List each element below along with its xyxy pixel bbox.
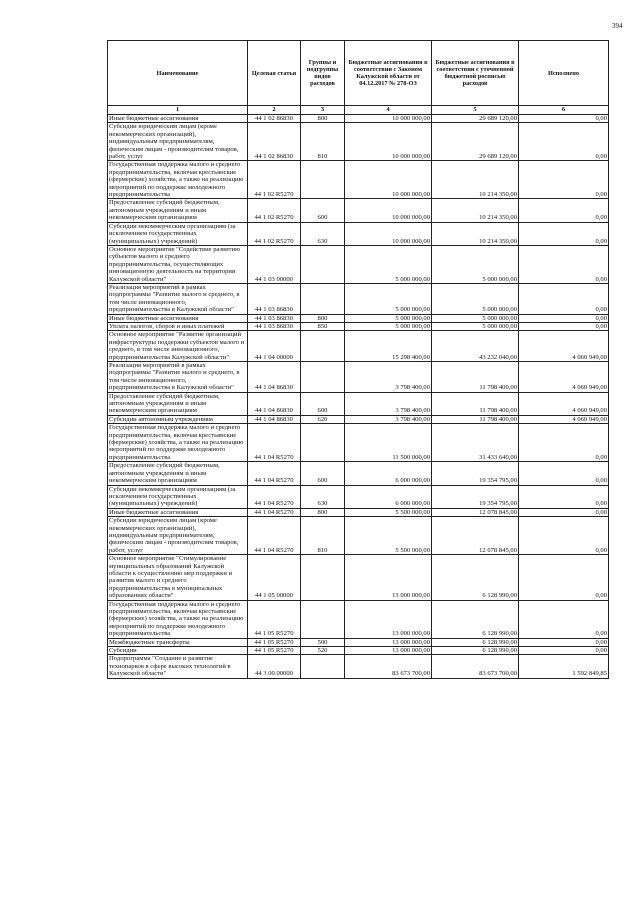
expense-group: 800 <box>301 508 345 516</box>
expense-group <box>301 283 345 314</box>
target-article: 44 1 05 00000 <box>248 555 301 600</box>
law-amount: 10 000 000,00 <box>345 222 432 245</box>
refined-amount: 12 078 845,00 <box>432 508 519 516</box>
table-row <box>108 322 609 330</box>
law-amount: 13 000 000,00 <box>345 600 432 638</box>
refined-amount: 5 000 000,00 <box>432 314 519 322</box>
target-article: 44 1 03 86830 <box>248 322 301 330</box>
refined-amount: 5 000 000,00 <box>432 322 519 330</box>
law-amount: 10 000 000,00 <box>345 123 432 161</box>
target-article: 44 1 04 86830 <box>248 362 301 393</box>
row-name: Государственная поддержка малого и среднего предпринимательства, включая крестьянские (фермерские) хозяйства, а также на реализацию мероприятий по поддержке молодежного предпринимательства <box>108 424 248 462</box>
refined-amount: 5 000 000,00 <box>432 245 519 283</box>
row-name: Основное мероприятие "Стимулирование муниципальных образований Калужской области к осуществлению мер поддержки и развития малого и среднего предпринимательства в муниципальных образованиях области" <box>108 555 248 600</box>
law-amount: 3 798 400,00 <box>345 392 432 415</box>
row-name: Реализация мероприятий в рамках подпрограммы "Развитие малого и среднего, в том числе инновационного, предпринимательства в Калужской области" <box>108 362 248 393</box>
budget-table <box>107 40 609 679</box>
row-name: Предоставление субсидий бюджетным, автономным учреждениям и иным некоммерческим организациям <box>108 462 248 485</box>
executed-amount: 0,00 <box>519 322 609 330</box>
law-amount: 5 500 000,00 <box>345 517 432 555</box>
target-article: 44 1 04 R5270 <box>248 517 301 555</box>
row-name: Государственная поддержка малого и среднего предпринимательства, включая крестьянские (фермерские) хозяйства, а также на реализацию мероприятий по поддержке молодежного предпринимательства <box>108 161 248 199</box>
law-amount: 5 500 000,00 <box>345 508 432 516</box>
law-amount: 5 000 000,00 <box>345 322 432 330</box>
executed-amount: 0,00 <box>519 638 609 646</box>
table-row <box>108 199 609 222</box>
expense-group <box>301 161 345 199</box>
row-name: Государственная поддержка малого и среднего предпринимательства, включая крестьянские (фермерские) хозяйства, а также на реализацию мероприятий по поддержке молодежного предпринимательства <box>108 600 248 638</box>
refined-amount: 19 354 795,00 <box>432 462 519 485</box>
expense-group: 600 <box>301 199 345 222</box>
law-amount: 83 673 700,00 <box>345 655 432 678</box>
refined-amount: 29 689 120,00 <box>432 115 519 123</box>
refined-amount: 6 128 990,00 <box>432 638 519 646</box>
expense-group <box>301 600 345 638</box>
row-name: Предоставление субсидий бюджетным, автономным учреждениям и иным некоммерческим организациям <box>108 392 248 415</box>
header-code: Целевая статья <box>248 41 301 106</box>
law-amount: 13 000 000,00 <box>345 647 432 655</box>
column-number: 6 <box>519 106 609 115</box>
table-row <box>108 245 609 283</box>
target-article: 44 1 05 R5270 <box>248 647 301 655</box>
table-row <box>108 600 609 638</box>
row-name: Предоставление субсидий бюджетным, автономным учреждениям и иным некоммерческим организациям <box>108 199 248 222</box>
executed-amount: 0,00 <box>519 199 609 222</box>
law-amount: 15 298 400,00 <box>345 331 432 362</box>
expense-group <box>301 362 345 393</box>
row-name: Реализация мероприятий в рамках подпрограммы "Развитие малого и среднего, в том числе инновационного, предпринимательства в Калужской области" <box>108 283 248 314</box>
table-row <box>108 161 609 199</box>
header-executed: Исполнено <box>519 41 609 106</box>
executed-amount: 0,00 <box>519 647 609 655</box>
table-row <box>108 647 609 655</box>
executed-amount: 1 592 849,85 <box>519 655 609 678</box>
refined-amount: 31 433 640,00 <box>432 424 519 462</box>
law-amount: 10 000 000,00 <box>345 161 432 199</box>
expense-group: 810 <box>301 517 345 555</box>
column-number: 2 <box>248 106 301 115</box>
executed-amount: 0,00 <box>519 314 609 322</box>
law-amount: 6 000 000,00 <box>345 485 432 508</box>
expense-group <box>301 424 345 462</box>
executed-amount: 0,00 <box>519 485 609 508</box>
table-row <box>108 362 609 393</box>
target-article: 44 1 03 86830 <box>248 283 301 314</box>
law-amount: 10 000 000,00 <box>345 115 432 123</box>
law-amount: 11 500 000,00 <box>345 424 432 462</box>
refined-amount: 10 214 350,00 <box>432 222 519 245</box>
expense-group: 800 <box>301 115 345 123</box>
row-name: Основное мероприятие "Содействие развитию субъектов малого и среднего предпринимательства, осуществляющих инновационную деятельность на территории Калужской области" <box>108 245 248 283</box>
row-name: Уплата налогов, сборов и иных платежей <box>108 322 248 330</box>
target-article: 44 1 04 86830 <box>248 415 301 423</box>
executed-amount: 0,00 <box>519 462 609 485</box>
executed-amount: 0,00 <box>519 161 609 199</box>
table-row <box>108 485 609 508</box>
executed-amount: 0,00 <box>519 222 609 245</box>
target-article: 44 1 04 R5270 <box>248 462 301 485</box>
law-amount: 5 000 000,00 <box>345 245 432 283</box>
target-article: 44 1 02 86830 <box>248 115 301 123</box>
target-article: 44 1 03 86830 <box>248 314 301 322</box>
executed-amount: 4 060 949,00 <box>519 331 609 362</box>
law-amount: 6 000 000,00 <box>345 462 432 485</box>
expense-group: 850 <box>301 322 345 330</box>
target-article: 44 1 02 86830 <box>248 123 301 161</box>
law-amount: 13 000 000,00 <box>345 555 432 600</box>
column-number-row <box>108 106 609 115</box>
target-article: 44 1 04 00000 <box>248 331 301 362</box>
refined-amount: 10 214 350,00 <box>432 199 519 222</box>
refined-amount: 19 354 795,00 <box>432 485 519 508</box>
header-row <box>108 41 609 106</box>
target-article: 44 3 00 00000 <box>248 655 301 678</box>
row-name: Подпрограмма "Создание и развитие технопарков в сфере высоких технологий в Калужской области" <box>108 655 248 678</box>
page-number: 394 <box>612 22 623 30</box>
row-name: Иные бюджетные ассигнования <box>108 508 248 516</box>
expense-group <box>301 331 345 362</box>
target-article: 44 1 02 R5270 <box>248 199 301 222</box>
expense-group: 800 <box>301 314 345 322</box>
executed-amount: 0,00 <box>519 555 609 600</box>
row-name: Субсидии некоммерческим организациям (за исключением государственных (муниципальных) учреждений) <box>108 485 248 508</box>
expense-group: 810 <box>301 123 345 161</box>
refined-amount: 11 798 400,00 <box>432 392 519 415</box>
header-refined: Бюджетные ассигнования в соответствии с уточненной бюджетной росписью расходов <box>432 41 519 106</box>
target-article: 44 1 04 R5270 <box>248 485 301 508</box>
expense-group: 600 <box>301 462 345 485</box>
table-row <box>108 314 609 322</box>
expense-group: 520 <box>301 647 345 655</box>
refined-amount: 83 673 700,00 <box>432 655 519 678</box>
executed-amount: 4 060 949,00 <box>519 415 609 423</box>
expense-group <box>301 655 345 678</box>
executed-amount: 0,00 <box>519 517 609 555</box>
refined-amount: 5 000 000,00 <box>432 283 519 314</box>
law-amount: 10 000 000,00 <box>345 199 432 222</box>
expense-group: 630 <box>301 222 345 245</box>
refined-amount: 6 128 990,00 <box>432 647 519 655</box>
expense-group <box>301 245 345 283</box>
table-row <box>108 331 609 362</box>
law-amount: 3 798 400,00 <box>345 415 432 423</box>
row-name: Иные бюджетные ассигнования <box>108 115 248 123</box>
refined-amount: 11 798 400,00 <box>432 362 519 393</box>
executed-amount: 0,00 <box>519 245 609 283</box>
target-article: 44 1 02 R5270 <box>248 222 301 245</box>
table-row <box>108 415 609 423</box>
table-row <box>108 283 609 314</box>
target-article: 44 1 05 R5270 <box>248 600 301 638</box>
target-article: 44 1 02 R5270 <box>248 161 301 199</box>
table-row <box>108 115 609 123</box>
column-number: 5 <box>432 106 519 115</box>
table-row <box>108 424 609 462</box>
expense-group <box>301 555 345 600</box>
table-row <box>108 222 609 245</box>
header-law: Бюджетные ассигнования в соответствии с Законом Калужской области от 04.12.2017 № 278-ОЗ <box>345 41 432 106</box>
target-article: 44 1 05 R5270 <box>248 638 301 646</box>
refined-amount: 10 214 350,00 <box>432 161 519 199</box>
law-amount: 5 000 000,00 <box>345 314 432 322</box>
header-group: Группы и подгруппы видов расходов <box>301 41 345 106</box>
refined-amount: 43 232 040,00 <box>432 331 519 362</box>
refined-amount: 11 798 400,00 <box>432 415 519 423</box>
table-row <box>108 517 609 555</box>
table-row <box>108 508 609 516</box>
executed-amount: 4 060 949,00 <box>519 392 609 415</box>
table-row <box>108 392 609 415</box>
row-name: Субсидии юридическим лицам (кроме некоммерческих организаций), индивидуальным предпринимателям, физическим лицам - производителям товаров, работ, услуг <box>108 517 248 555</box>
table-row <box>108 638 609 646</box>
expense-group: 500 <box>301 638 345 646</box>
row-name: Иные бюджетные ассигнования <box>108 314 248 322</box>
table-row <box>108 123 609 161</box>
executed-amount: 0,00 <box>519 123 609 161</box>
target-article: 44 1 04 R5270 <box>248 508 301 516</box>
law-amount: 13 000 000,00 <box>345 638 432 646</box>
expense-group: 630 <box>301 485 345 508</box>
expense-group: 600 <box>301 392 345 415</box>
refined-amount: 29 689 120,00 <box>432 123 519 161</box>
column-number: 3 <box>301 106 345 115</box>
refined-amount: 6 128 990,00 <box>432 600 519 638</box>
executed-amount: 0,00 <box>519 115 609 123</box>
row-name: Основное мероприятие "Развитие организаций инфраструктуры поддержки субъектов малого и среднего, в том числе инновационного, предпринимательства Калужской области" <box>108 331 248 362</box>
column-number: 1 <box>108 106 248 115</box>
column-number: 4 <box>345 106 432 115</box>
target-article: 44 1 03 00000 <box>248 245 301 283</box>
executed-amount: 0,00 <box>519 508 609 516</box>
row-name: Межбюджетные трансферты <box>108 638 248 646</box>
table-row <box>108 655 609 678</box>
row-name: Субсидии юридическим лицам (кроме некоммерческих организаций), индивидуальным предпринимателям, физическим лицам - производителям товаров, работ, услуг <box>108 123 248 161</box>
executed-amount: 4 060 949,00 <box>519 362 609 393</box>
refined-amount: 12 078 845,00 <box>432 517 519 555</box>
law-amount: 3 798 400,00 <box>345 362 432 393</box>
row-name: Субсидии автономным учреждениям <box>108 415 248 423</box>
table-row <box>108 555 609 600</box>
row-name: Субсидии <box>108 647 248 655</box>
expense-group: 620 <box>301 415 345 423</box>
refined-amount: 6 128 990,00 <box>432 555 519 600</box>
header-name: Наименование <box>108 41 248 106</box>
executed-amount: 0,00 <box>519 424 609 462</box>
table-row <box>108 462 609 485</box>
target-article: 44 1 04 86830 <box>248 392 301 415</box>
target-article: 44 1 04 R5270 <box>248 424 301 462</box>
row-name: Субсидии некоммерческим организациям (за исключением государственных (муниципальных) учреждений) <box>108 222 248 245</box>
executed-amount: 0,00 <box>519 283 609 314</box>
executed-amount: 0,00 <box>519 600 609 638</box>
law-amount: 5 000 000,00 <box>345 283 432 314</box>
